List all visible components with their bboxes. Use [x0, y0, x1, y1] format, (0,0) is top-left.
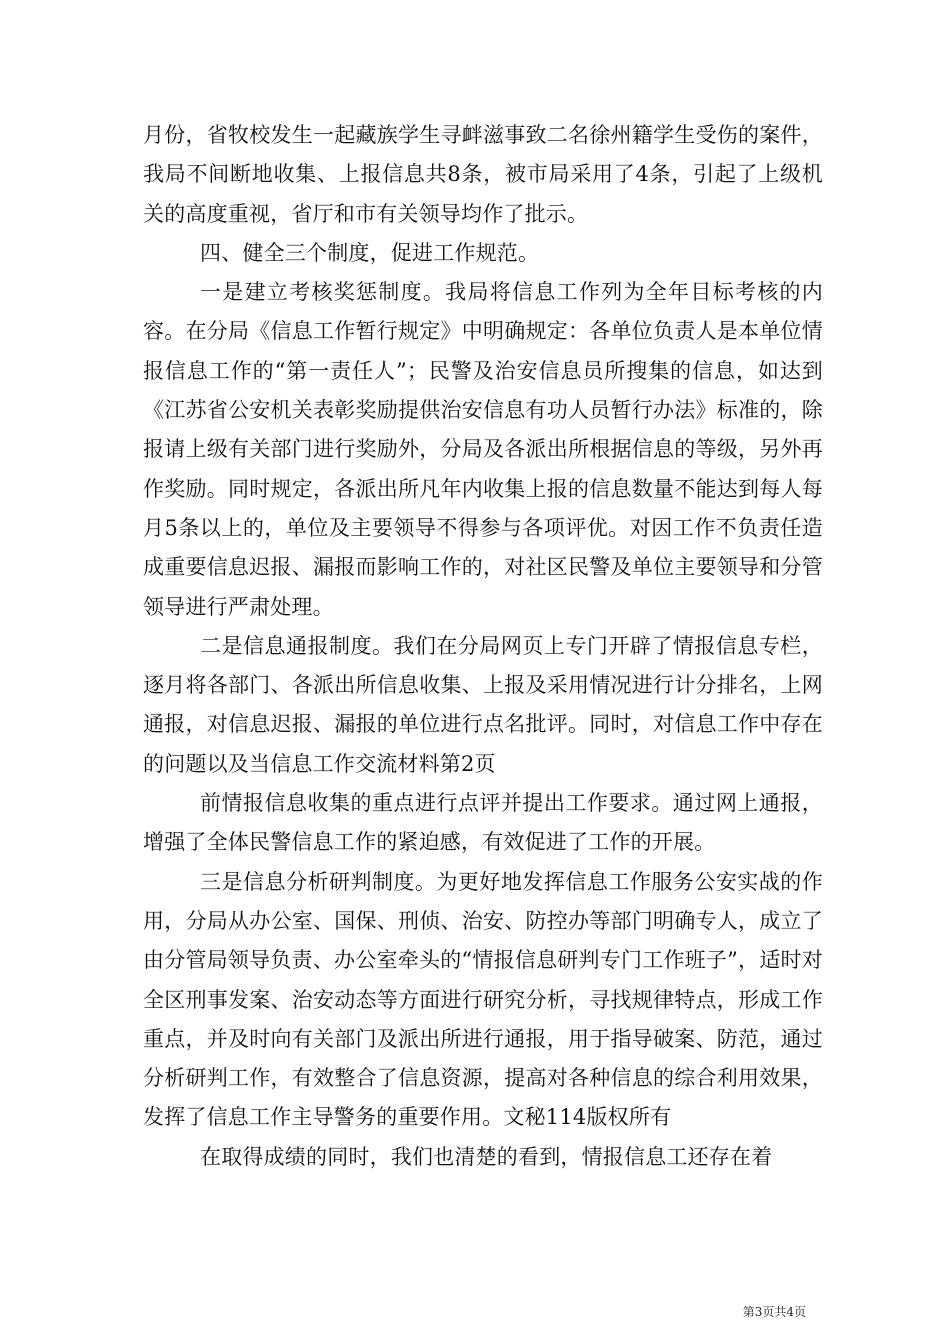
- paragraph-notification-system: 二是信息通报制度。我们在分局网页上专门开辟了情报信息专栏，逐月将各部门、各派出所信息收集、上报及采用情况进行计分排名，上网通报，对信息迟报、漏报的单位进行点名批评。同时，对信息工作中存在的问题以及当信息工作交流材料第2页: [143, 633, 823, 776]
- paragraph-shortcomings: 在取得成绩的同时，我们也清楚的看到，情报信息工还存在着: [200, 1144, 773, 1169]
- document-body: [143, 116, 823, 1177]
- paragraph-analysis-system: 三是信息分析研判制度。为更好地发挥信息工作服务公安实战的作用，分局从办公室、国保、刑侦、治安、防控办等部门明确专人，成立了由分管局领导负责、办公室牵头的“情报信息研判专门工作班子”，适时对全区刑事发案、治安动态等方面进行研究分析，寻找规律特点，形成工作重点，并及时向有关部门及派出所进行通报，用于指导破案、防范，通过分析研判工作，有效整合了信息资源，提高对各种信息的综合利用效果，发挥了信息工作主导警务的重要作用。文秘114版权所有: [143, 869, 823, 1130]
- paragraph-notification-continued: 前情报信息收集的重点进行点评并提出工作要求。通过网上通报，增强了全体民警信息工作的紧迫感，有效促进了工作的开展。: [143, 791, 823, 855]
- page-number-footer: 第3页共4页: [742, 1305, 806, 1319]
- paragraph-1: 月份，省牧校发生一起藏族学生寻衅滋事致二名徐州籍学生受伤的案件，我局不间断地收集、上报信息共8条，被市局采用了4条，引起了上级机关的高度重视，省厅和市有关领导均作了批示。: [143, 123, 823, 226]
- section-heading-four: 四、健全三个制度，促进工作规范。: [200, 240, 540, 265]
- paragraph-assessment-system: 一是建立考核奖惩制度。我局将信息工作列为全年目标考核的内容。在分局《信息工作暂行规定》中明确规定：各单位负责人是本单位情报信息工作的“第一责任人”；民警及治安信息员所搜集的信息，如达到《江苏省公安机关表彰奖励提供治安信息有功人员暂行办法》标准的，除报请上级有关部门进行奖励外，分局及各派出所根据信息的等级，另外再作奖励。同时规定，各派出所凡年内收集上报的信息数量不能达到每人每月5条以上的，单位及主要领导不得参与各项评优。对因工作不负责任造成重要信息迟报、漏报而影响工作的，对社区民警及单位主要领导和分管领导进行严肃处理。: [143, 280, 823, 619]
